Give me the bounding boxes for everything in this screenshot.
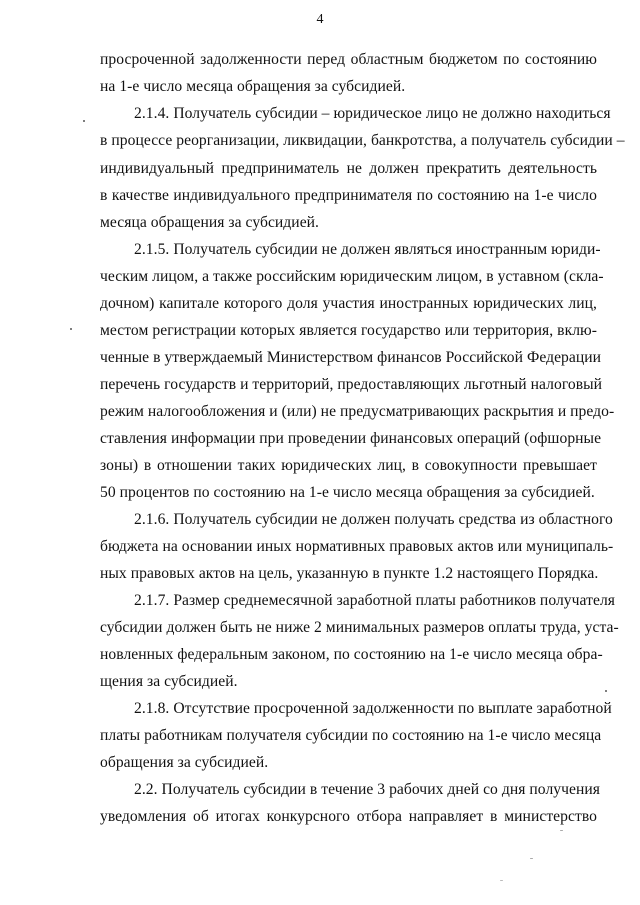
text-line: ченные в утверждаемый Министерством финансов Российской Федерации xyxy=(100,349,602,366)
text-line: индивидуальный предприниматель не должен прекратить деятельность xyxy=(100,160,597,177)
paragraph-first-line: 2.1.7. Размер среднемесячной заработной платы работников получателя xyxy=(134,592,615,609)
text-line: уведомления об итогах конкурсного отбора направляет в министерство xyxy=(100,808,597,825)
paragraph-first-line: 2.1.8. Отсутствие просроченной задолженности по выплате заработной xyxy=(134,700,612,717)
text-line: месяца обращения за субсидией. xyxy=(100,214,320,231)
text-line: обращения за субсидией. xyxy=(100,754,269,771)
text-line: ческим лицом, а также российским юридическим лицом, в уставном (скла- xyxy=(100,268,604,285)
scan-speck xyxy=(605,690,607,692)
scan-speck xyxy=(500,880,503,881)
paragraph-first-line: 2.1.4. Получатель субсидии – юридическое лицо не должно находиться xyxy=(134,105,611,122)
paragraph-first-line: 2.2. Получатель субсидии в течение 3 рабочих дней со дня получения xyxy=(134,781,600,798)
text-line: бюджета на основании иных нормативных правовых актов или муниципаль- xyxy=(100,538,614,555)
text-line: новленных федеральным законом, по состоянию на 1-е число месяца обра- xyxy=(100,646,603,663)
scan-speck xyxy=(83,120,85,122)
text-line: ных правовых актов на цель, указанную в пункте 1.2 настоящего Порядка. xyxy=(100,565,599,582)
text-line: на 1-е число месяца обращения за субсидией. xyxy=(100,78,406,95)
text-line: платы работникам получателя субсидии по состоянию на 1-е число месяца xyxy=(100,727,602,744)
text-line: 50 процентов по состоянию на 1-е число месяца обращения за субсидией. xyxy=(100,484,595,501)
text-line: в процессе реорганизации, ликвидации, банкротства, а получатель субсидии – xyxy=(100,132,625,149)
paragraph-first-line: 2.1.6. Получатель субсидии не должен получать средства из областного xyxy=(134,511,613,528)
scan-speck xyxy=(70,328,72,330)
text-line: перечень государств и территорий, предоставляющих льготный налоговый xyxy=(100,376,603,393)
text-line: субсидии должен быть не ниже 2 минимальных размеров оплаты труда, уста- xyxy=(100,619,619,636)
text-line: ставления информации при проведении финансовых операций (офшорные xyxy=(100,430,602,447)
text-line: щения за субсидией. xyxy=(100,673,238,690)
text-line: в качестве индивидуального предпринимателя по состоянию на 1-е число xyxy=(100,187,597,204)
scan-speck xyxy=(530,858,533,859)
text-line: местом регистрации которых является государство или территория, вклю- xyxy=(100,322,597,339)
page-number: 4 xyxy=(316,12,324,27)
text-line: зоны) в отношении таких юридических лиц, в совокупности превышает xyxy=(100,457,597,474)
scan-speck xyxy=(560,830,563,831)
text-line: режим налогообложения и (или) не предусматривающих раскрытия и предо- xyxy=(100,403,615,420)
text-line: дочном) капитале которого доля участия иностранных юридических лиц, xyxy=(100,295,597,312)
text-line: просроченной задолженности перед областным бюджетом по состоянию xyxy=(100,51,597,68)
paragraph-first-line: 2.1.5. Получатель субсидии не должен являться иностранным юриди- xyxy=(134,241,601,258)
